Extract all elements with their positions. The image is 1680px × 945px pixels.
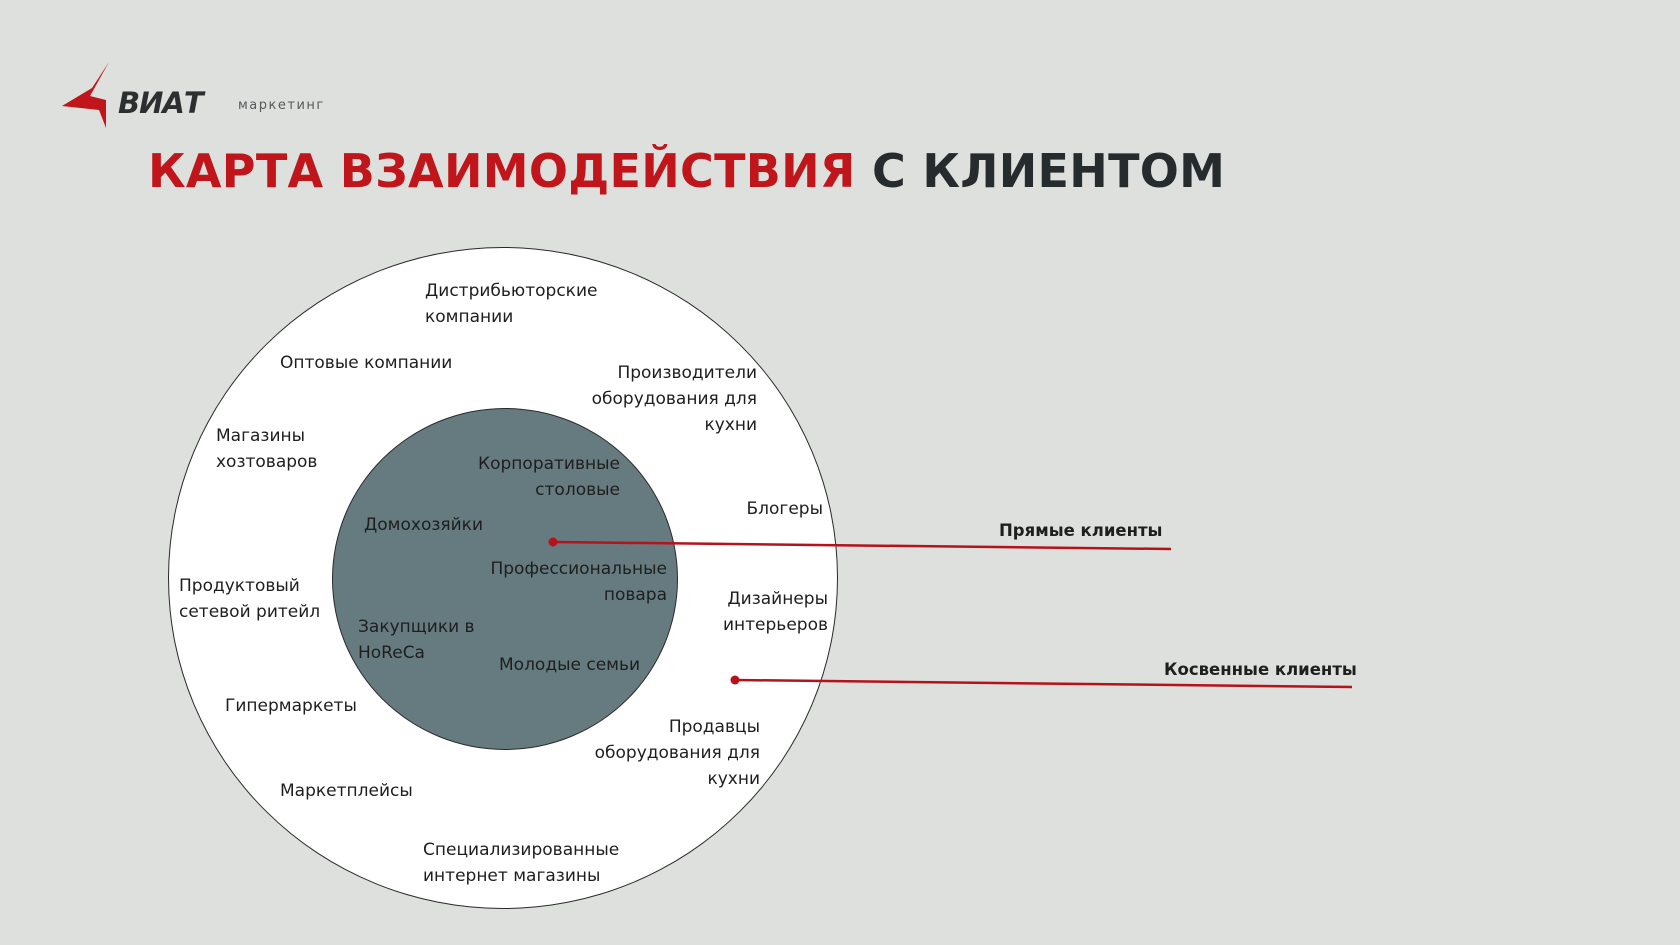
label-household-stores: Магазины хозтоваров [216, 426, 318, 472]
label-interior-designers: Дизайнеры интерьеров [722, 589, 828, 635]
label-grocery-retail: Продуктовый сетевой ритейл [179, 576, 321, 622]
label-equipment-sellers: Продавцы оборудования для кухни [594, 717, 760, 789]
label-online-stores: Специализированные интернет магазины [423, 840, 620, 886]
label-corporate-canteens: Корпоративные столовые [478, 454, 620, 500]
label-wholesale: Оптовые компании [280, 353, 453, 373]
direct-clients-connector [553, 542, 1171, 549]
label-bloggers: Блогеры [746, 499, 823, 519]
logo-name: ВИАТ [118, 86, 203, 120]
page-title-rest: С КЛИЕНТОМ [871, 144, 1226, 198]
indirect-clients-connector [735, 680, 1352, 687]
indirect-clients-dot [731, 676, 740, 685]
label-housewives: Домохозяйки [364, 515, 483, 535]
logo-subtitle: маркетинг [238, 98, 325, 113]
page-title-accent: КАРТА ВЗАИМОДЕЙСТВИЯ [148, 144, 856, 198]
direct-clients-dot [549, 538, 558, 547]
label-professional-chefs: Профессиональные повара [490, 559, 667, 605]
label-distributors: Дистрибьюторские компании [425, 281, 598, 327]
legend-direct-clients: Прямые клиенты [999, 521, 1163, 540]
label-equipment-makers: Производители оборудования для кухни [591, 363, 757, 435]
label-hypermarkets: Гипермаркеты [225, 696, 357, 716]
label-young-families: Молодые семьи [499, 655, 641, 675]
label-horeca-buyers: Закупщики в HoReCa [358, 617, 475, 663]
legend-indirect-clients: Косвенные клиенты [1164, 660, 1357, 679]
label-marketplaces: Маркетплейсы [280, 781, 413, 801]
